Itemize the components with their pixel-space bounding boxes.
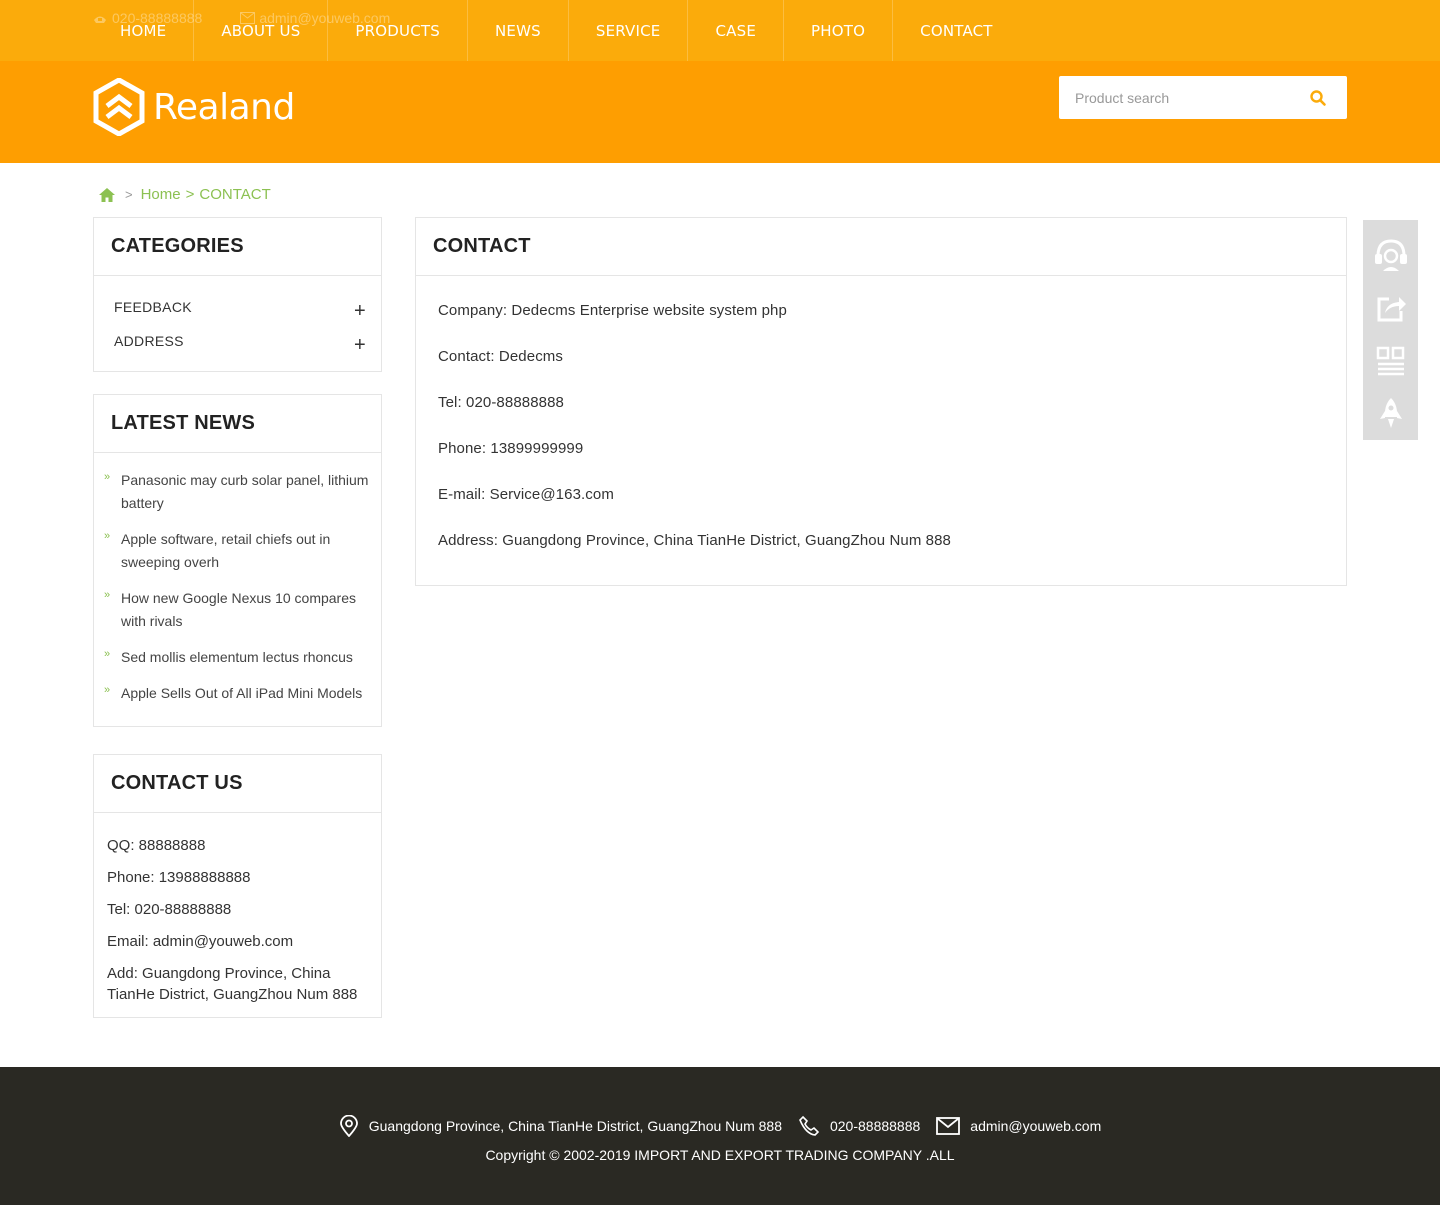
copyright: Copyright © 2002-2019 IMPORT AND EXPORT TRADING COMPANY .ALL	[485, 1147, 955, 1163]
news-list	[94, 453, 381, 726]
contact-address: Add: Guangdong Province, China TianHe District, GuangZhou Num 888	[107, 965, 358, 1003]
category-list	[94, 276, 381, 366]
contact-us-box	[93, 754, 382, 1018]
nav-photo[interactable]: PHOTO	[784, 0, 893, 61]
expand-icon[interactable]: +	[354, 333, 366, 356]
envelope-icon	[936, 1117, 960, 1135]
nav-about-us[interactable]: ABOUT US	[194, 0, 328, 61]
headset-icon	[1372, 236, 1410, 274]
contact-phone: Phone: 13988888888	[107, 869, 251, 886]
categories-title: CATEGORIES	[94, 218, 381, 276]
logo-text: Realand	[153, 86, 295, 128]
page-title: CONTACT	[416, 218, 1346, 276]
breadcrumb-arrow: >	[185, 186, 195, 203]
news-item[interactable]	[104, 528, 373, 574]
double-chevron-icon: »	[104, 471, 111, 483]
latest-news-title: LATEST NEWS	[94, 395, 381, 453]
map-pin-icon	[339, 1115, 359, 1137]
nav-contact[interactable]: CONTACT	[920, 21, 993, 40]
breadcrumb-home[interactable]: Home	[140, 186, 181, 203]
news-item[interactable]	[104, 469, 373, 515]
news-title[interactable]: Panasonic may curb solar panel, lithium battery	[121, 472, 369, 511]
detail-email: E-mail: Service@163.com	[438, 486, 614, 503]
top-email: admin@youweb.com	[240, 10, 390, 26]
news-item[interactable]	[104, 646, 373, 669]
search-icon[interactable]	[1309, 89, 1327, 107]
categories-box	[93, 217, 382, 372]
footer-contact-row	[0, 1115, 1440, 1137]
back-to-top-button[interactable]	[1363, 387, 1418, 440]
logo-icon	[93, 78, 145, 136]
category-item-address[interactable]	[94, 324, 381, 358]
nav-case[interactable]: CASE	[688, 0, 784, 61]
nav-products[interactable]: PRODUCTS	[328, 0, 468, 61]
footer	[0, 1067, 1440, 1205]
contact-qq: QQ: 88888888	[107, 837, 206, 854]
double-chevron-icon: »	[104, 648, 111, 660]
breadcrumb-separator: >	[125, 187, 133, 202]
breadcrumb	[98, 186, 271, 203]
detail-contact: Contact: Dedecms	[438, 348, 563, 365]
search-input[interactable]	[1059, 77, 1299, 118]
detail-address: Address: Guangdong Province, China TianHe District, GuangZhou Num 888	[438, 532, 952, 549]
home-icon[interactable]	[98, 187, 116, 203]
top-bar	[0, 0, 1440, 61]
contact-tel: Tel: 020-88888888	[107, 901, 232, 918]
contact-details	[416, 276, 1346, 598]
news-title[interactable]: Sed mollis elementum lectus rhoncus	[121, 649, 353, 665]
category-label: ADDRESS	[114, 333, 184, 349]
footer-phone: 020-88888888	[798, 1115, 920, 1137]
news-title[interactable]: Apple Sells Out of All iPad Mini Models	[121, 685, 363, 701]
phone-icon	[798, 1115, 820, 1137]
qrcode-icon	[1376, 346, 1406, 376]
news-item[interactable]	[104, 587, 373, 633]
nav-service[interactable]: SERVICE	[569, 0, 689, 61]
breadcrumb-current[interactable]: CONTACT	[199, 186, 271, 203]
latest-news-box	[93, 394, 382, 727]
double-chevron-icon: »	[104, 589, 111, 601]
customer-service-button[interactable]	[1363, 228, 1418, 281]
floating-toolbar	[1363, 220, 1418, 440]
category-item-feedback[interactable]	[94, 290, 381, 324]
contact-us-list	[94, 813, 381, 1022]
nav-news[interactable]: NEWS	[468, 0, 569, 61]
detail-company: Company: Dedecms Enterprise website system php	[438, 302, 787, 319]
double-chevron-icon: »	[104, 684, 111, 696]
qrcode-button[interactable]	[1363, 334, 1418, 387]
expand-icon[interactable]: +	[354, 299, 366, 322]
header	[0, 61, 1440, 163]
category-label: FEEDBACK	[114, 299, 192, 315]
main-content	[415, 217, 1347, 586]
main-nav	[92, 0, 1020, 61]
contact-email: Email: admin@youweb.com	[107, 933, 294, 950]
share-button[interactable]	[1363, 281, 1418, 334]
contact-us-title: CONTACT US	[94, 755, 381, 813]
double-chevron-icon: »	[104, 530, 111, 542]
top-phone: 020-88888888	[92, 10, 202, 26]
detail-phone: Phone: 13899999999	[438, 440, 584, 457]
logo[interactable]	[93, 78, 295, 136]
footer-email: admin@youweb.com	[936, 1117, 1101, 1135]
footer-address: Guangdong Province, China TianHe District, GuangZhou Num 888	[339, 1115, 782, 1137]
detail-tel: Tel: 020-88888888	[438, 394, 564, 411]
news-title[interactable]: How new Google Nexus 10 compares with rivals	[121, 590, 357, 629]
search-box	[1059, 76, 1347, 119]
rocket-icon	[1378, 397, 1404, 431]
share-icon	[1375, 293, 1407, 323]
nav-home[interactable]: HOME	[92, 0, 194, 61]
news-title[interactable]: Apple software, retail chiefs out in sweeping overh	[121, 531, 331, 570]
news-item[interactable]	[104, 682, 373, 705]
